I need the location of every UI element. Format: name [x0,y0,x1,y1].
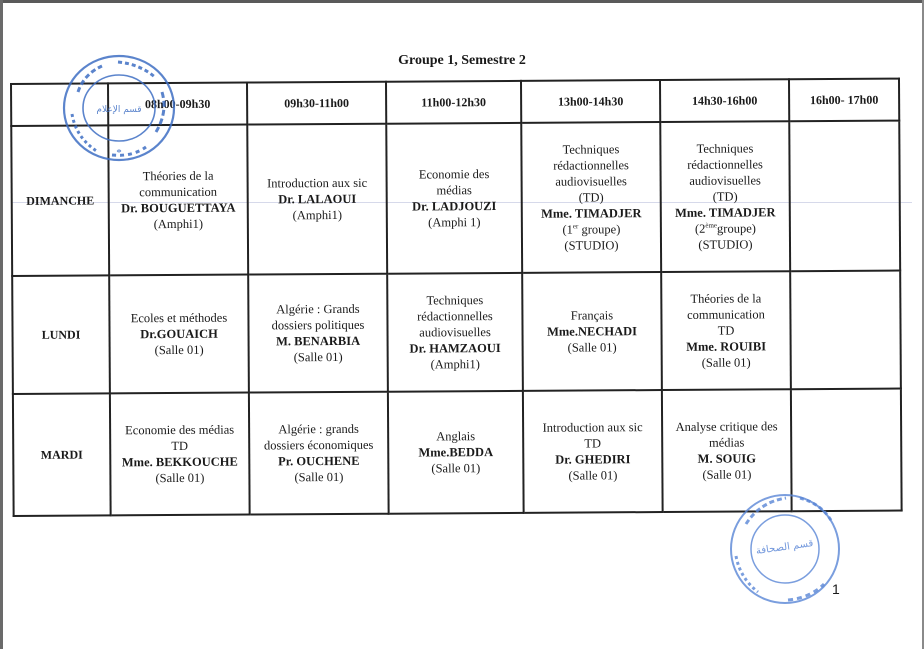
stamp-top-left-text: قسم الإعلام [96,105,142,115]
course-text: Introduction aux sic [542,420,643,435]
course-cell [790,271,901,390]
day-label: LUNDI [12,275,110,394]
page-top-border [0,0,924,3]
instructor-name: Mme.NECHADI [547,324,638,339]
course-cell [109,275,249,394]
course-text: médias [708,435,745,450]
time-slot-header: 08h00-09h30 [108,83,247,126]
course-cell [660,121,790,272]
course-cell [248,274,388,393]
course-text: TD [584,436,602,451]
course-text: Introduction aux sic [267,175,368,191]
course-text: rédactionnelles [417,309,493,324]
course-cell [789,121,900,272]
course-text: (Salle 01) [155,470,205,486]
course-text: audiovisuelles [419,325,491,340]
course-text: Economie des médias [125,422,235,438]
course-text: (STUDIO) [698,237,753,252]
course-text: Algérie : Grands [276,301,360,317]
course-text: Ecoles et méthodes [130,310,228,326]
instructor-name: Mme.BEDDA [418,445,494,460]
time-slot-header: 13h00-14h30 [521,80,660,123]
course-text: (Salle 01) [431,461,481,476]
time-slot-header: 14h30-16h00 [660,79,789,122]
course-cell [247,124,387,275]
course-text: TD [171,438,189,454]
course-cell [523,390,663,513]
instructor-name: Dr. LADJOUZI [412,199,497,214]
course-cell [521,122,661,273]
course-cell [386,123,522,274]
course-text: communication [139,184,218,200]
instructor-name: Mme. TIMADJER [541,206,642,221]
instructor-name: Dr. HAMZAOUI [409,341,501,356]
page-number: 1 [832,581,840,597]
course-text: audiovisuelles [555,174,627,189]
course-text: (Salle 01) [567,340,617,355]
course-cell [110,393,250,516]
course-text: Economie des [418,167,490,182]
course-text: Français [570,308,614,323]
course-text: (Salle 01) [568,468,618,483]
instructor-name: Dr. BOUGUETTAYA [121,200,236,216]
course-text-part: groupe) [716,221,756,236]
course-cell [661,271,791,390]
course-text: (Amphi 1) [428,215,481,230]
day-label: MARDI [13,393,111,516]
course-text: (TD) [578,190,604,205]
course-text: communication [686,307,765,322]
course-text: Anglais [436,429,476,444]
page-left-border [0,0,3,649]
stamp-top-left [58,52,180,164]
instructor-name: Pr. OUCHENE [278,453,360,469]
course-text: Techniques [696,141,754,156]
course-text: (Salle 01) [702,467,752,482]
course-text: Techniques [426,293,484,308]
course-cell [522,272,662,391]
course-text-part: groupe) [578,222,621,237]
svg-text:*: * [116,147,122,159]
stamp-bottom-right [726,490,844,608]
document-title: Groupe 1, Semestre 2 [398,53,526,68]
course-text: dossiers économiques [263,437,374,453]
course-text: rédactionnelles [553,158,629,173]
timetable-row [12,271,901,394]
course-cell [249,392,389,515]
course-cell [388,391,524,514]
course-text [665,220,786,237]
course-text: (Amphi1) [153,216,204,232]
course-text: dossiers politiques [271,317,365,333]
instructor-name: Mme. TIMADJER [675,205,776,220]
course-text: (Salle 01) [154,342,204,358]
course-text: (Salle 01) [701,355,751,370]
day-label: DIMANCHE [11,125,109,276]
course-text: (Amphi1) [292,207,343,223]
course-cell [387,273,523,392]
instructor-name: Mme. BEKKOUCHE [121,454,238,470]
course-text: Théories de la [690,291,762,306]
time-slot-header: 11h00-12h30 [386,81,521,124]
stamp-bottom-right-text: قسم الصحافة [755,538,814,557]
course-text-part: (2 [694,221,706,236]
instructor-name: M. BENARBIA [276,333,361,349]
instructor-name: Mme. ROUIBI [686,339,767,354]
instructor-name: Dr. GHEDIRI [555,452,631,467]
course-text [526,221,657,238]
course-text: (Salle 01) [294,469,344,485]
course-text: (TD) [712,189,738,204]
course-text: Analyse critique des [675,419,778,434]
course-text: (STUDIO) [564,238,619,253]
course-text: médias [436,183,472,198]
course-text: (Amphi1) [430,357,480,372]
time-slot-header: 09h30-11h00 [247,82,386,125]
course-text: Techniques [562,142,620,157]
course-text: TD [717,323,735,338]
instructor-name: Dr. LALAOUI [278,191,357,207]
course-text: rédactionnelles [687,157,763,172]
course-text: Algérie : grands [278,421,359,437]
course-text: (Salle 01) [293,349,343,365]
ordinal-superscript: er [572,222,579,231]
course-text-part: (1 [562,222,573,237]
course-text: audiovisuelles [689,173,761,188]
course-text: Théories de la [142,168,214,184]
time-slot-header: 16h00- 17h00 [789,79,899,122]
instructor-name: M. SOUIG [697,451,757,466]
instructor-name: Dr.GOUAICH [140,326,218,342]
ordinal-superscript: ème [705,221,718,230]
